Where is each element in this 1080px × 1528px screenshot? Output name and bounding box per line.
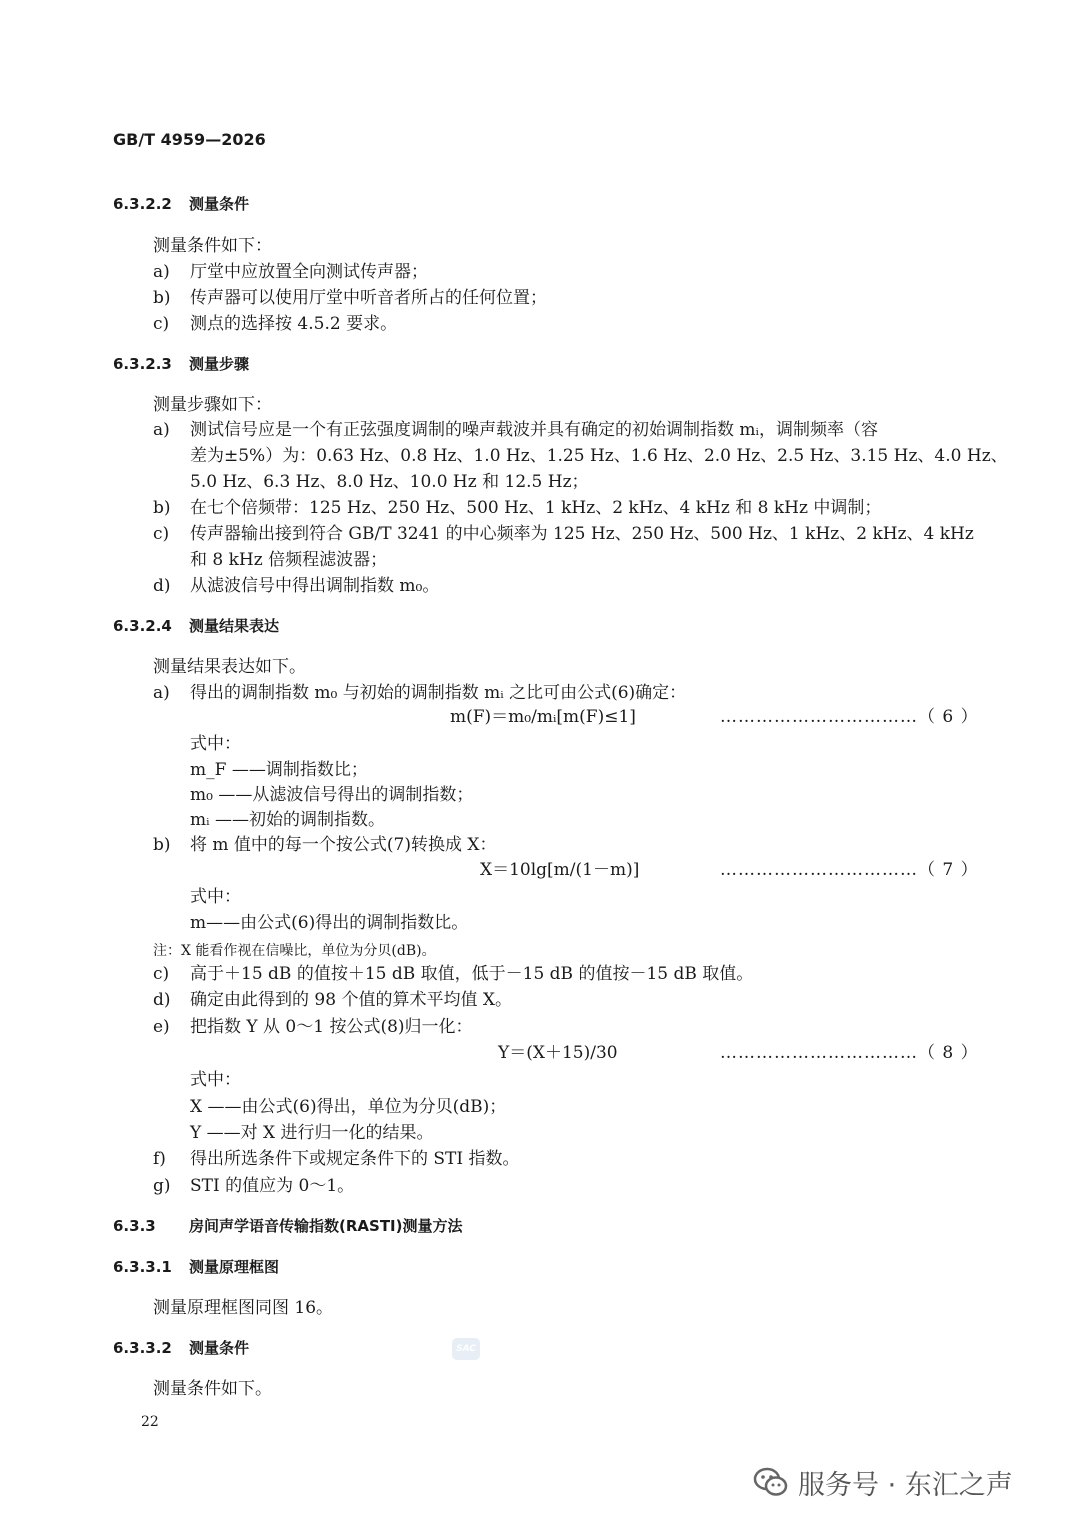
list-text: 从滤波信号中得出调制指数 m₀。 bbox=[190, 576, 440, 596]
list-label: a) bbox=[153, 262, 170, 282]
section-title: 测量原理框图 bbox=[189, 1258, 280, 1276]
list-label: b) bbox=[153, 835, 171, 855]
footer-text: 服务号 · 东汇之声 bbox=[798, 1469, 1013, 1501]
symbol-definition: m——由公式(6)得出的调制指数比。 bbox=[190, 913, 469, 933]
section-6-3-3-2-heading bbox=[113, 1336, 249, 1360]
symbol-definition: Y ——对 X 进行归一化的结果。 bbox=[190, 1123, 434, 1143]
section-title: 测量条件 bbox=[189, 195, 250, 213]
page-number: 22 bbox=[141, 1414, 159, 1430]
list-label: d) bbox=[153, 990, 171, 1010]
section-number: 6.3.3.2 bbox=[113, 1339, 172, 1357]
section-6-3-2-4-heading bbox=[113, 614, 279, 638]
equation-number: ……………………………（ 8 ） bbox=[720, 1043, 979, 1063]
list-text: 厅堂中应放置全向测试传声器； bbox=[190, 262, 428, 282]
paragraph: 测量条件如下。 bbox=[153, 1379, 272, 1399]
wechat-icon bbox=[752, 1463, 790, 1501]
list-text: 确定由此得到的 98 个值的算术平均值 X。 bbox=[190, 990, 512, 1010]
where-label: 式中： bbox=[190, 1070, 241, 1090]
equation-formula: m(F)＝m₀/mᵢ[m(F)≤1] bbox=[450, 707, 636, 727]
section-6-3-2-3-heading bbox=[113, 352, 249, 376]
list-label: c) bbox=[153, 524, 170, 544]
list-text: 传声器可以使用厅堂中听音者所占的任何位置； bbox=[190, 288, 547, 308]
section-number: 6.3.2.2 bbox=[113, 195, 172, 213]
list-text: 在七个倍频带：125 Hz、250 Hz、500 Hz、1 kHz、2 kHz、4 kHz 和 8 kHz 中调制； bbox=[190, 498, 882, 518]
list-label: b) bbox=[153, 498, 171, 518]
symbol-definition: X ——由公式(6)得出，单位为分贝(dB)； bbox=[190, 1097, 507, 1117]
symbol-definition: m₀ ——从滤波信号得出的调制指数； bbox=[190, 785, 474, 805]
section-number: 6.3.2.4 bbox=[113, 617, 172, 635]
list-label: a) bbox=[153, 420, 170, 440]
symbol-definition: mᵢ ——初始的调制指数。 bbox=[190, 810, 385, 830]
list-text-continued: 和 8 kHz 倍频程滤波器； bbox=[190, 550, 388, 570]
list-text-continued: 5.0 Hz、6.3 Hz、8.0 Hz、10.0 Hz 和 12.5 Hz； bbox=[190, 472, 589, 492]
list-text-continued: 差为±5%）为：0.63 Hz、0.8 Hz、1.0 Hz、1.25 Hz、1.6 Hz、2.0 Hz、2.5 Hz、3.15 Hz、4.0 Hz、 bbox=[190, 446, 1008, 466]
list-label: f) bbox=[153, 1149, 166, 1169]
list-label: d) bbox=[153, 576, 171, 596]
section-number: 6.3.2.3 bbox=[113, 355, 172, 373]
list-label: a) bbox=[153, 683, 170, 703]
paragraph: 测量条件如下： bbox=[153, 236, 272, 256]
list-text: STI 的值应为 0～1。 bbox=[190, 1176, 355, 1196]
equation-number: ……………………………（ 6 ） bbox=[720, 707, 979, 727]
list-label: g) bbox=[153, 1176, 171, 1196]
where-label: 式中： bbox=[190, 887, 241, 907]
section-title: 测量结果表达 bbox=[189, 617, 280, 635]
list-label: c) bbox=[153, 314, 170, 334]
list-text: 得出所选条件下或规定条件下的 STI 指数。 bbox=[190, 1149, 520, 1169]
symbol-definition: m_F ——调制指数比； bbox=[190, 760, 368, 780]
equation-formula: X＝10lg[m/(1－m)] bbox=[480, 860, 640, 880]
sac-watermark-logo: SAC bbox=[452, 1338, 480, 1360]
paragraph: 测量结果表达如下。 bbox=[153, 657, 306, 677]
section-number: 6.3.3.1 bbox=[113, 1258, 172, 1276]
list-text: 将 m 值中的每一个按公式(7)转换成 X： bbox=[190, 835, 497, 855]
section-6-3-2-2-heading bbox=[113, 192, 249, 216]
wechat-footer bbox=[752, 1462, 1013, 1502]
list-label: b) bbox=[153, 288, 171, 308]
standard-code: GB/T 4959—2026 bbox=[113, 130, 266, 149]
section-title: 测量条件 bbox=[189, 1339, 250, 1357]
list-text: 高于＋15 dB 的值按＋15 dB 取值，低于－15 dB 的值按－15 dB 取值。 bbox=[190, 964, 754, 984]
section-6-3-3-1-heading bbox=[113, 1255, 279, 1279]
section-title: 测量步骤 bbox=[189, 355, 250, 373]
equation-formula: Y＝(X＋15)/30 bbox=[498, 1043, 618, 1063]
list-label: c) bbox=[153, 964, 170, 984]
equation-number: ……………………………（ 7 ） bbox=[720, 860, 979, 880]
note: 注：X 能看作视在信噪比，单位为分贝(dB)。 bbox=[153, 943, 436, 959]
paragraph: 测量步骤如下： bbox=[153, 395, 272, 415]
list-label: e) bbox=[153, 1017, 170, 1037]
list-text: 得出的调制指数 m₀ 与初始的调制指数 mᵢ 之比可由公式(6)确定： bbox=[190, 683, 687, 703]
where-label: 式中： bbox=[190, 734, 241, 754]
list-text: 把指数 Y 从 0～1 按公式(8)归一化： bbox=[190, 1017, 473, 1037]
section-6-3-3-heading bbox=[113, 1214, 463, 1238]
paragraph: 测量原理框图同图 16。 bbox=[153, 1298, 334, 1318]
section-title: 房间声学语音传输指数(RASTI)测量方法 bbox=[189, 1217, 463, 1235]
section-number: 6.3.3 bbox=[113, 1217, 156, 1235]
list-text: 测点的选择按 4.5.2 要求。 bbox=[190, 314, 398, 334]
list-text: 测试信号应是一个有正弦强度调制的噪声载波并具有确定的初始调制指数 mᵢ，调制频率（容 bbox=[190, 420, 878, 440]
list-text: 传声器输出接到符合 GB/T 3241 的中心频率为 125 Hz、250 Hz、500 Hz、1 kHz、2 kHz、4 kHz bbox=[190, 524, 974, 544]
